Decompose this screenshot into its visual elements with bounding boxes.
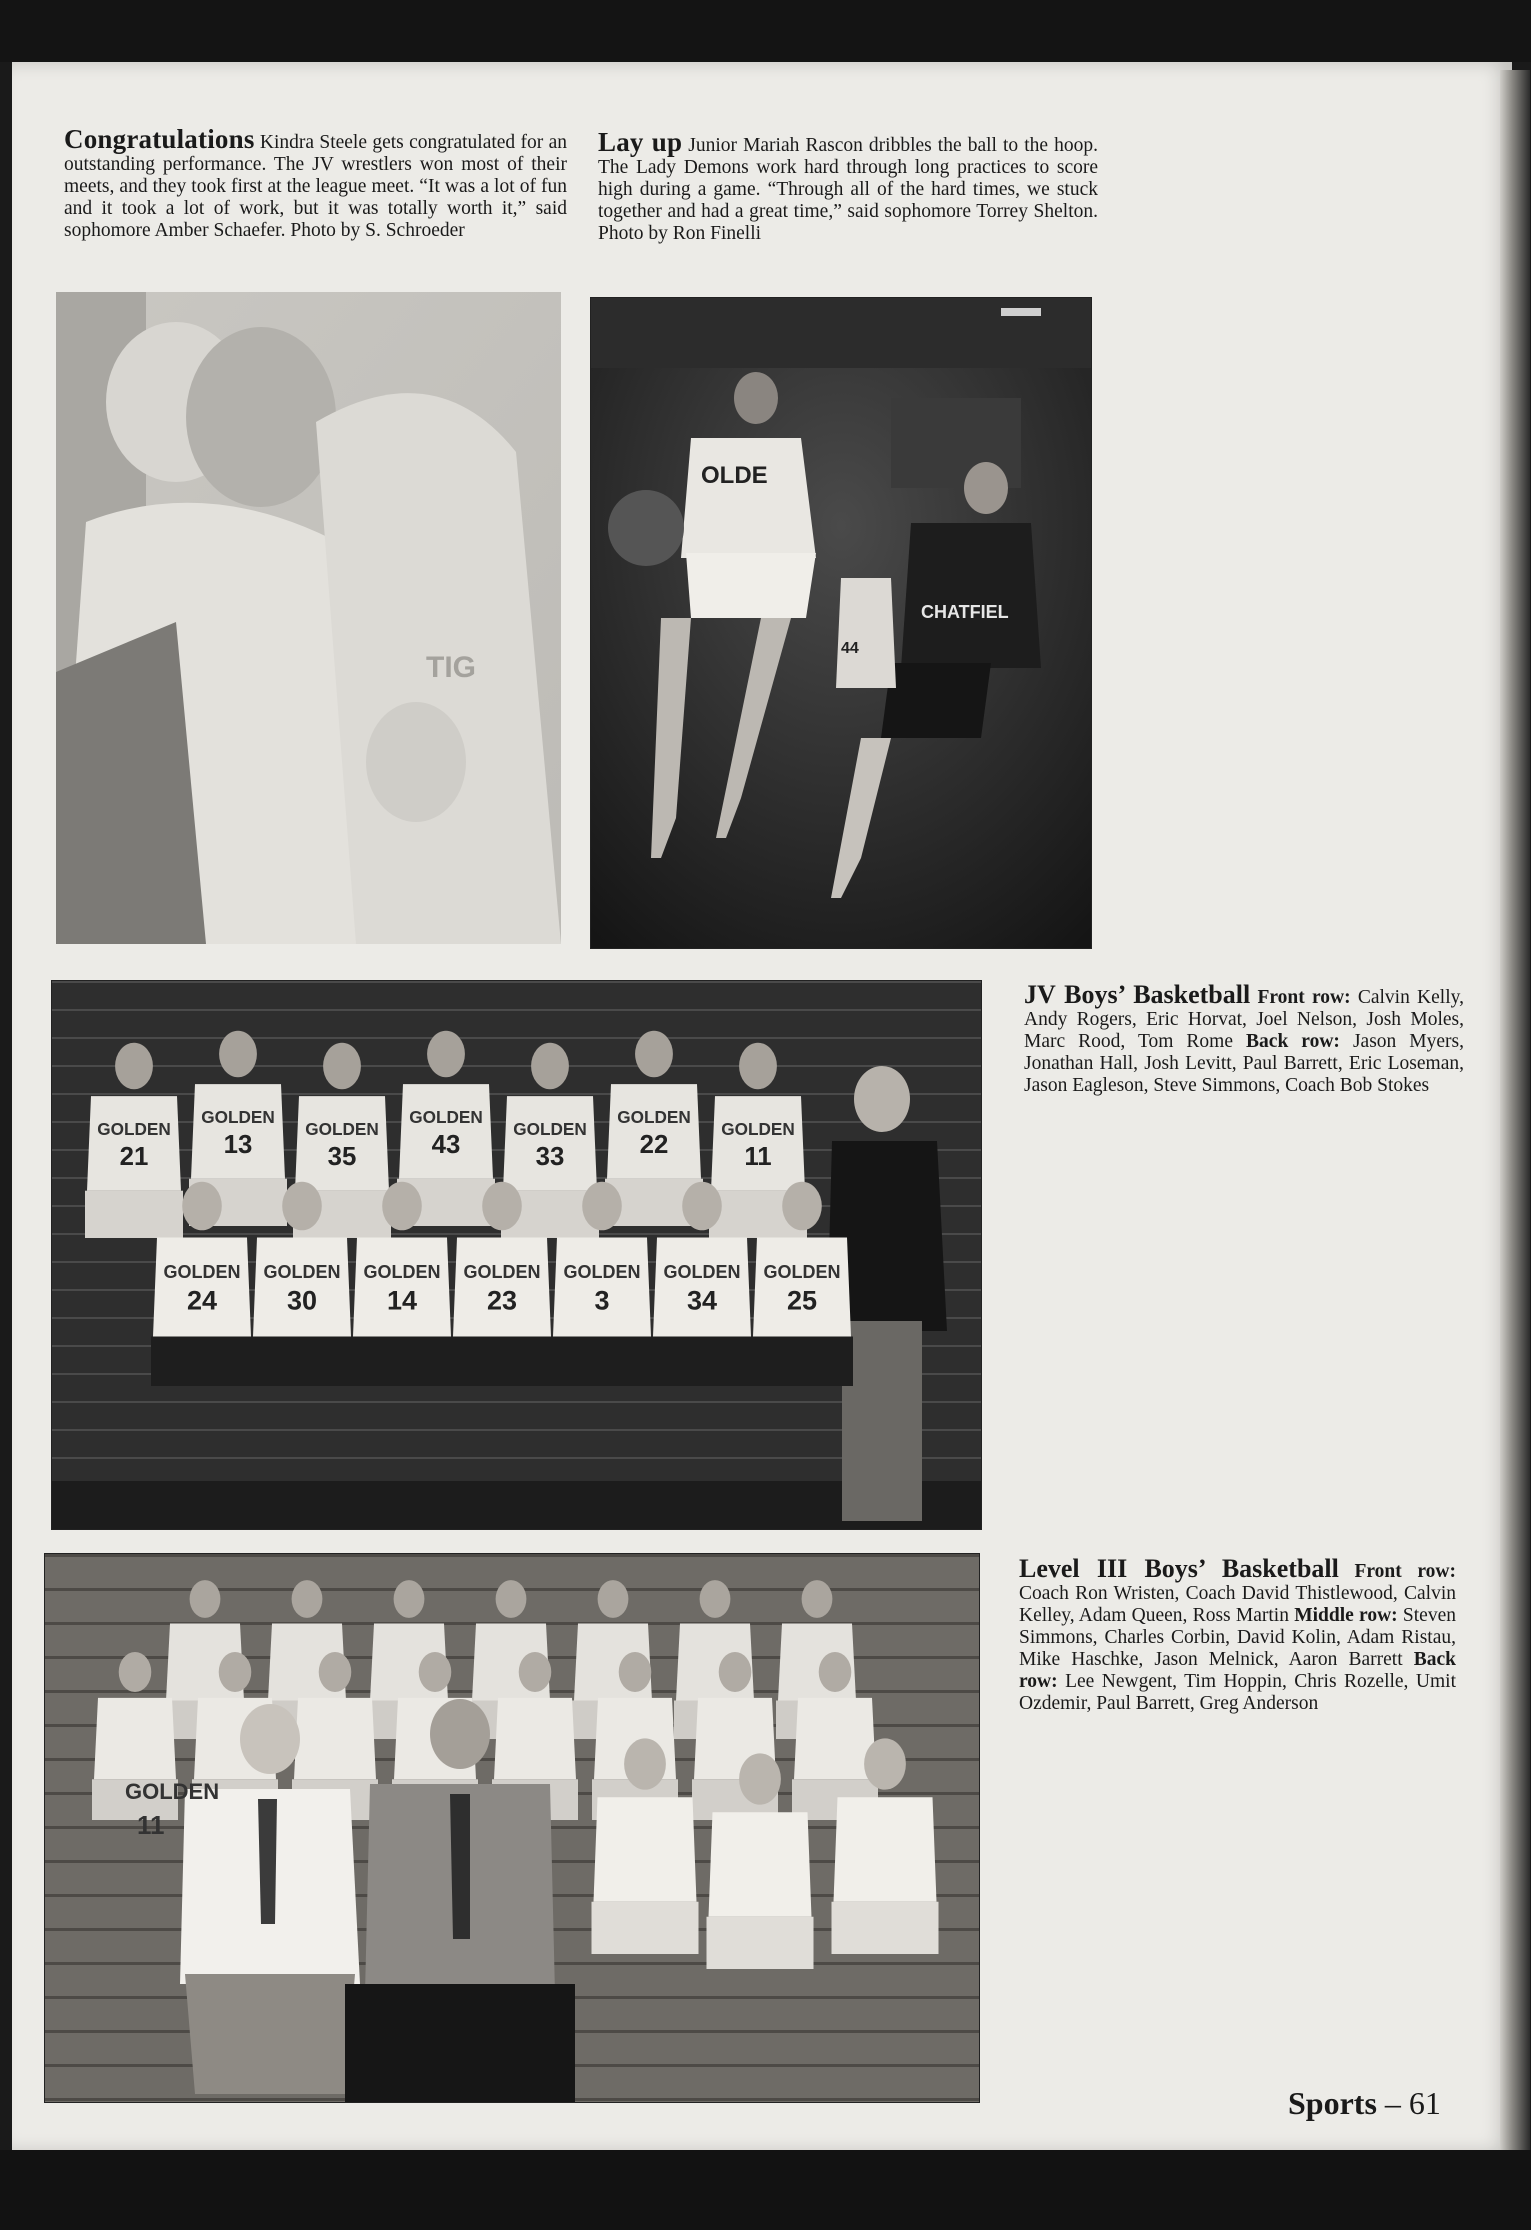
- jersey-lettering: GOLDEN: [125, 1779, 220, 1804]
- jersey-number: 21: [119, 1142, 149, 1171]
- page-edge: [1500, 70, 1530, 2150]
- row-names: Lee Newgent, Tim Hoppin, Chris Rozelle, Umit Ozdemir, Paul Barrett, Greg Anderson: [1019, 1671, 1456, 1714]
- jersey-lettering: GOLDEN: [201, 1106, 275, 1127]
- jersey-number: 43: [431, 1130, 461, 1159]
- jersey-lettering: OLDE: [701, 462, 768, 489]
- jersey-number: 30: [286, 1285, 318, 1316]
- jersey-lettering: GOLDEN: [363, 1262, 441, 1282]
- row-label: Middle row:: [1294, 1605, 1398, 1626]
- section-name: Sports: [1288, 2085, 1377, 2121]
- jersey-number: 23: [486, 1285, 518, 1316]
- caption-jv-boys-basketball: [1024, 980, 1464, 1097]
- jersey-lettering: GOLDEN: [617, 1106, 691, 1127]
- jersey-lettering: GOLDEN: [97, 1118, 171, 1139]
- row-names: Calvin Kelly, Andy Rogers, Eric Horvat, Joel Nelson, Josh Moles, Marc Rood, Tom Rome: [1024, 987, 1464, 1052]
- row-label: Front row:: [1354, 1561, 1456, 1582]
- jersey-number: 25: [786, 1285, 818, 1316]
- scan-bottom-border: [0, 2150, 1531, 2230]
- jersey-number: 34: [686, 1285, 718, 1316]
- jersey-number: 13: [223, 1130, 253, 1159]
- row-label: Back row:: [1019, 1649, 1456, 1692]
- photo-jv-boys-basketball: [51, 980, 982, 1530]
- jersey-number: 44: [841, 640, 859, 657]
- jersey-lettering: GOLDEN: [463, 1262, 541, 1282]
- photo-wrestling-hug: [56, 292, 561, 944]
- caption-lead: Level III Boys’ Basketball: [1019, 1554, 1339, 1583]
- row-names: Coach Ron Wristen, Coach David Thistlewood, Calvin Kelley, Adam Queen, Ross Martin: [1019, 1583, 1456, 1626]
- caption-lead: JV Boys’ Basketball: [1024, 980, 1251, 1009]
- jersey-lettering: GOLDEN: [513, 1118, 587, 1139]
- jersey-number: 24: [186, 1285, 218, 1316]
- caption-lead: Congratulations: [64, 124, 255, 154]
- photo-lay-up: [590, 297, 1092, 949]
- jersey-number: 14: [386, 1285, 418, 1316]
- caption-lay-up: [598, 127, 1098, 245]
- caption-level-iii-boys-basketball: [1019, 1554, 1456, 1715]
- row-names: Jason Myers, Jonathan Hall, Josh Levitt, Paul Barrett, Eric Loseman, Jason Eagleson, Steve Simmons, Coach Bob Stokes: [1024, 1031, 1464, 1096]
- jersey-lettering: GOLDEN: [163, 1262, 241, 1282]
- jersey-lettering: GOLDEN: [263, 1262, 341, 1282]
- jersey-lettering: GOLDEN: [663, 1262, 741, 1282]
- jersey-lettering: GOLDEN: [563, 1262, 641, 1282]
- jersey-number: 35: [327, 1142, 357, 1171]
- jersey-lettering: GOLDEN: [409, 1106, 483, 1127]
- jersey-lettering: GOLDEN: [763, 1262, 841, 1282]
- jersey-number: 11: [137, 1810, 165, 1840]
- jersey-number: 33: [535, 1142, 565, 1171]
- scan-top-border: [0, 0, 1531, 62]
- caption-body: Kindra Steele gets congratulated for an outstanding performance. The JV wrestlers won most of their meets, and they took first at the league meet. “It was a lot of fun and it took a lot of work, but it was totally worth it,” said sophomore Amber Schaefer. Photo by S. Schroeder: [64, 132, 567, 241]
- jersey-number: 11: [744, 1142, 772, 1171]
- jersey-number: 22: [639, 1130, 669, 1159]
- row-names: Steven Simmons, Charles Corbin, David Kolin, Adam Ristau, Mike Haschke, Jason Melnick, Aaron Barrett: [1019, 1605, 1456, 1670]
- row-label: Front row:: [1257, 987, 1351, 1008]
- jersey-number: 3: [594, 1285, 610, 1316]
- caption-lead: Lay up: [598, 127, 683, 157]
- jersey-lettering: TIG: [426, 651, 476, 684]
- jersey-lettering: GOLDEN: [305, 1118, 379, 1139]
- jersey-lettering: GOLDEN: [721, 1118, 795, 1139]
- page-number: – 61: [1384, 2085, 1441, 2121]
- row-label: Back row:: [1246, 1031, 1340, 1052]
- caption-congratulations: [64, 124, 567, 242]
- jersey-lettering: CHATFIEL: [921, 602, 1009, 622]
- page-folio: [1288, 2085, 1441, 2122]
- photo-level-iii-boys-basketball: [44, 1553, 980, 2103]
- caption-body: Junior Mariah Rascon dribbles the ball to the hoop. The Lady Demons work hard through long practices to score high during a game. “Through all of the hard times, we stuck together and had a great time,” said sophomore Torrey Shelton. Photo by Ron Finelli: [598, 135, 1098, 244]
